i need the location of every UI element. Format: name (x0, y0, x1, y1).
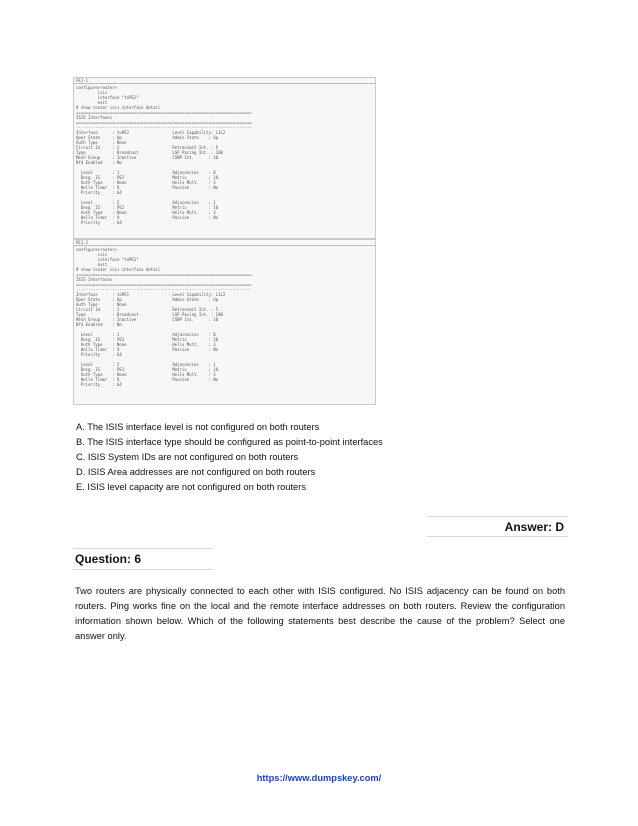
cli-output: configure>router> isis interface "toPE2" exit # show router isis interface detail ========================================================================= ISIS Interfaces ========================================================================= ------------------------------------------------------------------------- Interface : toPE2 Level Capability: L1L2 Oper State : Up Admin State : Up Auth Type : None Circuit Id : 2 Retransmit Int. : 5 Type : Broadcast LSP Pacing Int. : 100 Mesh Group : Inactive CSNP Int. : 10 Bfd Enabled : No Level : 1 Adjacencies : 0 Desg. IS : PE2 Metric : 10 Auth Type : None Hello Mult. : 3 Hello Timer : 9 Passive : No Priority : 64 Level : 2 Adjacencies : 1 Desg. IS : PE2 Metric : 10 Auth Type : None Hello Mult. : 3 Hello Timer : 9 Passive : No Priority : 64 (76, 85, 252, 225)
divider (427, 536, 568, 537)
option-e: E. ISIS level capacity are not configured on both routers (76, 482, 306, 492)
divider (73, 569, 213, 570)
answer-options (76, 420, 566, 495)
option-d: D. ISIS Area addresses are not configured on both routers (76, 467, 316, 477)
divider (73, 548, 213, 549)
option-b: B. The ISIS interface type should be configured as point-to-point interfaces (76, 437, 383, 447)
divider (427, 516, 568, 517)
option-c: C. ISIS System IDs are not configured on both routers (76, 452, 299, 462)
question-text: Two routers are physically connected to each other with ISIS configured. No ISIS adjacency can be found on both routers. Ping works fine on the local and the remote interface addresses on both routers. Review the configuration information shown below. Which of the following statements best describe the cause of the problem? Select one answer only. (75, 586, 565, 641)
answer-label: Answer: D (504, 520, 564, 534)
cli-panel-title: PE1-1 (74, 78, 375, 84)
question-title: Question: 6 (75, 552, 142, 566)
cli-screenshot (73, 77, 376, 405)
cli-panel-pe2 (73, 239, 376, 405)
footer-link[interactable]: https://www.dumpskey.com/ (256, 773, 382, 783)
cli-output: configure>router> isis interface "toPE1" exit # show router isis interface detail ========================================================================= ISIS Interfaces ========================================================================= ------------------------------------------------------------------------- Interface : toPE1 Level Capability: L1L2 Oper State : Up Admin State : Up Auth Type : None Circuit Id : 2 Retransmit Int. : 5 Type : Broadcast LSP Pacing Int. : 100 Mesh Group : Inactive CSNP Int. : 10 Bfd Enabled : No Level : 1 Adjacencies : 0 Desg. IS : PE2 Metric : 10 Auth Type : None Hello Mult. : 3 Hello Timer : 9 Passive : No Priority : 64 Level : 2 Adjacencies : 1 Desg. IS : PE1 Metric : 10 Auth Type : None Hello Mult. : 3 Hello Timer : 9 Passive : No Priority : 64 (76, 247, 252, 387)
cli-panel-title: PE1-2 (74, 240, 375, 246)
option-a: A. The ISIS interface level is not configured on both routers (76, 422, 320, 432)
cli-panel-pe1 (73, 77, 376, 239)
